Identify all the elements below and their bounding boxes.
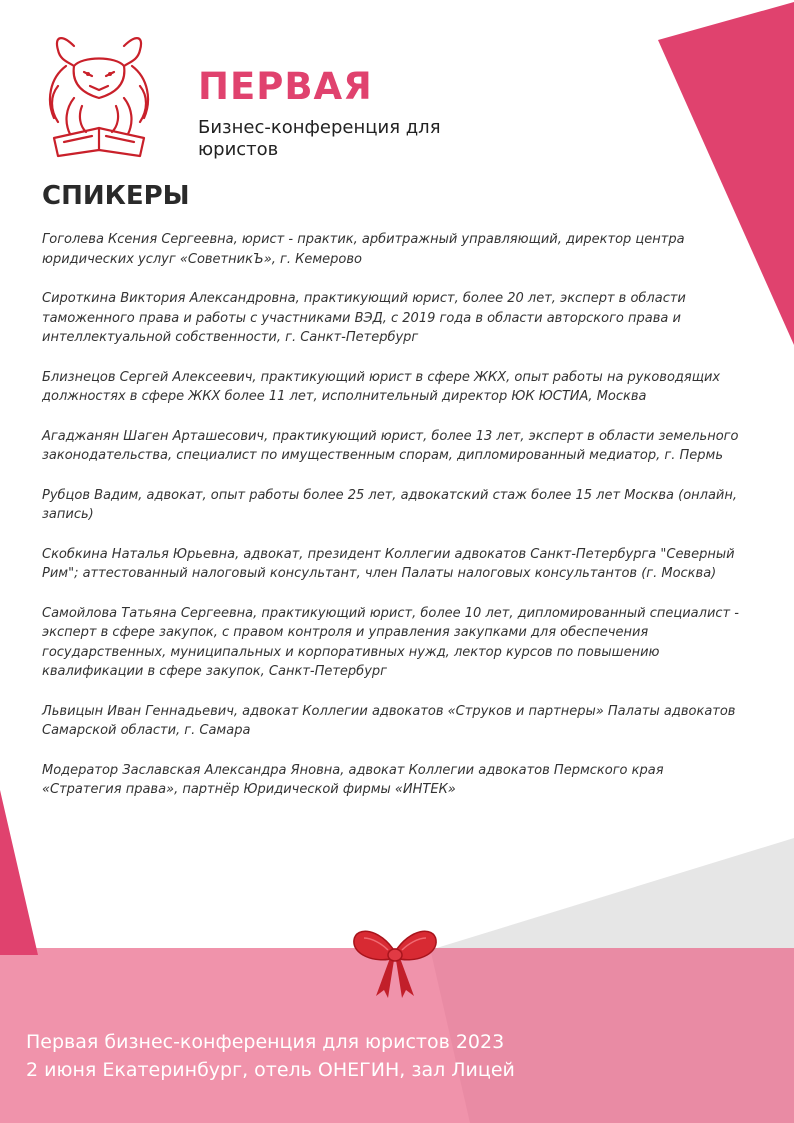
left-pink-triangle [0, 790, 38, 955]
footer-line-2: 2 июня Екатеринбург, отель ОНЕГИН, зал Лицей [26, 1059, 515, 1081]
bow-icon [350, 922, 440, 1000]
speaker-item: Близнецов Сергей Алексеевич, практикующий юрист в сфере ЖКХ, опыт работы на руководящих должностях в сфере ЖКХ более 11 лет, исполнительный директор ЮК ЮСТИА, Москва [42, 369, 721, 404]
speaker-item: Агаджанян Шаген Арташесович, практикующий юрист, более 13 лет, эксперт в области земельного законодательства, специалист по имущественным спорам, дипломированный медиатор, г. Пермь [42, 428, 739, 463]
event-footer [26, 1028, 746, 1084]
speaker-item: Скобкина Наталья Юрьевна, адвокат, президент Коллегии адвокатов Санкт-Петербурга "Северный Рим"; аттестованный налоговый консультант, член Палаты налоговых консультантов (г. Москва) [42, 546, 735, 581]
speakers-list [42, 230, 742, 820]
speaker-item: Самойлова Татьяна Сергеевна, практикующий юрист, более 10 лет, дипломированный специалист - эксперт в сфере закупок, с правом контроля и управления закупками для обеспечения государственных, муниципальных и корпоративных нужд, лектор курсов по повышению квалификации в сфере закупок, Санкт-Петербург [42, 605, 739, 679]
brand-title: ПЕРВАЯ [198, 65, 373, 108]
dragon-logo-icon [44, 26, 154, 166]
speaker-item: Рубцов Вадим, адвокат, опыт работы более 25 лет, адвокатский стаж более 15 лет Москва (онлайн, запись) [42, 487, 737, 522]
speaker-item: Сироткина Виктория Александровна, практикующий юрист, более 20 лет, эксперт в области таможенного права и работы с участниками ВЭД, с 2019 года в области авторского права и интеллектуальной собственности, г. Санкт-Петербург [42, 291, 686, 345]
brand-subtitle: Бизнес-конференция для юристов [198, 117, 441, 160]
speaker-item: Модератор Заславская Александра Яновна, адвокат Коллегии адвокатов Пермского края «Стратегия права», партнёр Юридической фирмы «ИНТЕК» [42, 762, 664, 797]
speaker-item: Гоголева Ксения Сергеевна, юрист - практик, арбитражный управляющий, директор центра юридических услуг «СоветникЪ», г. Кемерово [42, 232, 685, 267]
speaker-item: Львицын Иван Геннадьевич, адвокат Коллегии адвокатов «Струков и партнеры» Палаты адвокатов Самарской области, г. Самара [42, 703, 736, 738]
footer-line-1: Первая бизнес-конференция для юристов 2023 [26, 1031, 505, 1053]
speakers-heading: СПИКЕРЫ [42, 181, 190, 211]
